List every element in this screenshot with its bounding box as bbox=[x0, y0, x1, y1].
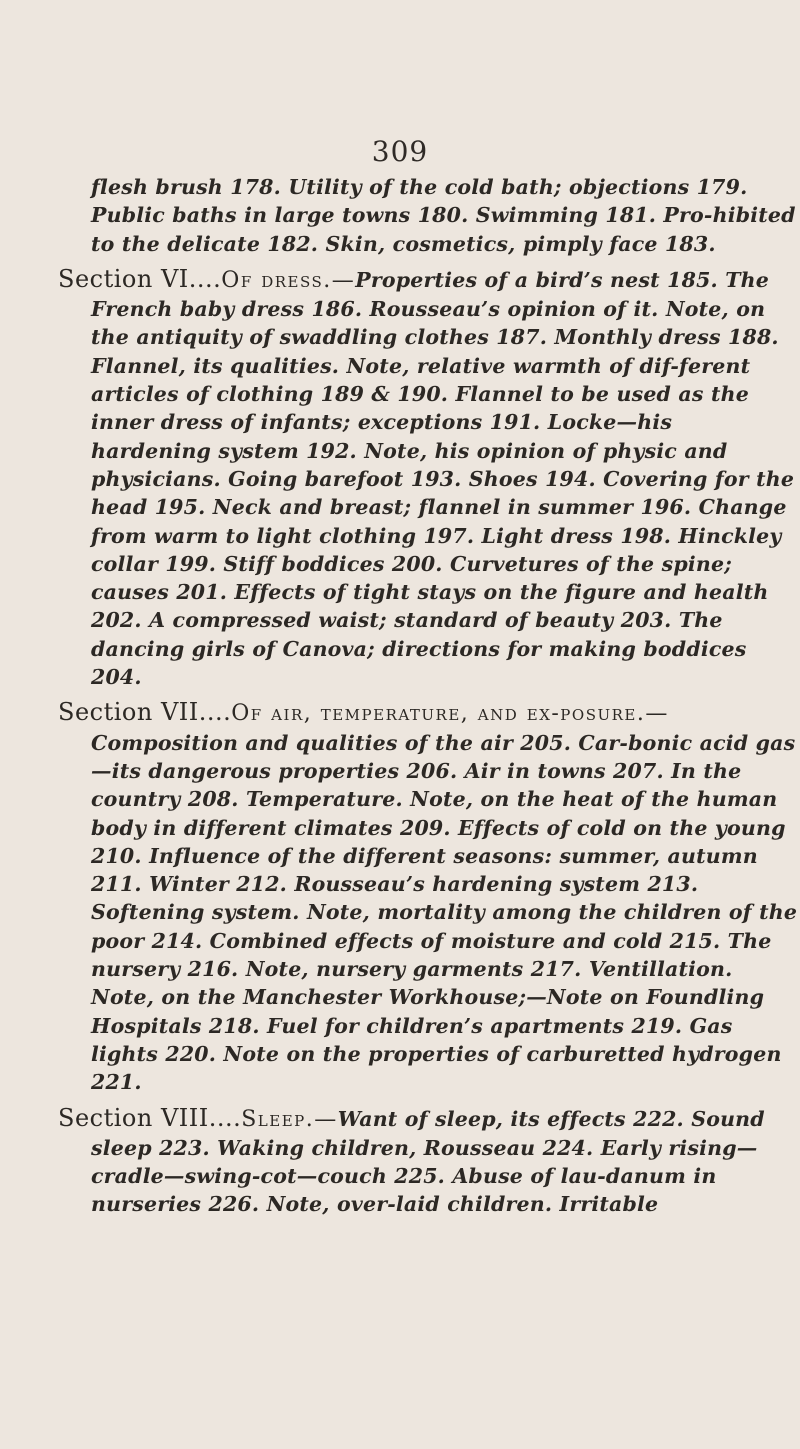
section-viii-entry bbox=[58, 1104, 798, 1219]
section-label: Section VII.... bbox=[58, 698, 232, 727]
section-vi-entry bbox=[58, 265, 798, 691]
continued-entry bbox=[58, 173, 798, 258]
section-label: Section VI.... bbox=[58, 264, 222, 293]
entry-text: Want of sleep, its effects 222. Sound sleep 223. Waking children, Rousseau 224. Early rising—cradle—swing-cot—couch 225. Abuse of lau-danum in nurseries 226. Note, over-laid children. Irritable bbox=[91, 1106, 765, 1217]
page-number: 309 bbox=[371, 135, 429, 168]
section-title: Sleep.— bbox=[241, 1106, 338, 1132]
section-title: Of dress.— bbox=[221, 267, 356, 293]
section-label: Section VIII.... bbox=[58, 1103, 242, 1132]
entry-text: flesh brush 178. Utility of the cold bath; objections 179. Public baths in large towns 180. Swimming 181. Pro-hibited to the delicate 182. Skin, cosmetics, pimply face 183. bbox=[91, 175, 796, 256]
section-vii-entry bbox=[58, 698, 798, 1096]
table-of-contents-text bbox=[58, 173, 798, 1226]
section-title: Of air, temperature, and ex-posure.— bbox=[231, 701, 669, 727]
entry-text: Properties of a bird’s nest 185. The French baby dress 186. Rousseau’s opinion of it. Note, on the antiquity of swaddling clothes 187. Monthly dress 188. Flannel, its qualities. Note, relative warmth of dif-ferent articles of clothing 189 & 190. Flannel to be used as the inner dress of infants; exceptions 191. Locke—his hardening system 192. Note, his opinion of physic and physicians. Going barefoot 193. Shoes 194. Covering for the head 195. Neck and breast; flannel in summer 196. Change from warm to light clothing 197. Light dress 198. Hinckley collar 199. Stiff boddices 200. Curvetures of the spine; causes 201. Effects of tight stays on the figure and health 202. A compressed waist; standard of beauty 203. The dancing girls of Canova; directions for making boddices 204. bbox=[91, 267, 795, 690]
entry-text: Composition and qualities of the air 205. Car-bonic acid gas—its dangerous properties 206. Air in towns 207. In the country 208. Temperature. Note, on the heat of the human body in different climates 209. Effects of cold on the young 210. Influence of the different seasons: summer, autumn 211. Winter 212. Rousseau’s hardening system 213. Softening system. Note, mortality among the children of the poor 214. Combined effects of moisture and cold 215. The nursery 216. Note, nursery garments 217. Ventillation. Note, on the Manchester Workhouse;—Note on Foundling Hospitals 218. Fuel for children’s apartments 219. Gas lights 220. Note on the properties of carburetted hydrogen 221. bbox=[91, 730, 798, 1095]
